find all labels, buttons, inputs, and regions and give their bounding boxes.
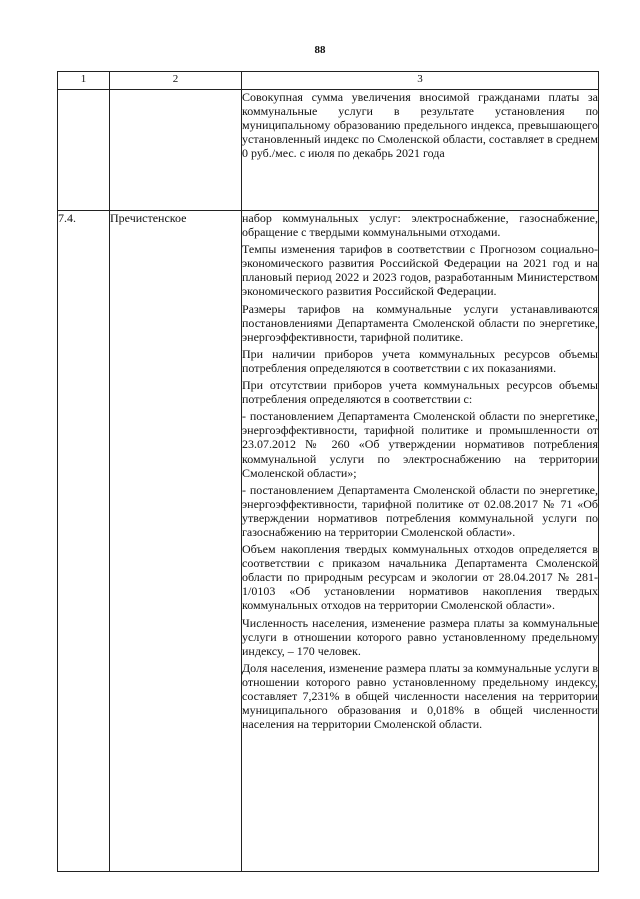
paragraph: - постановлением Департамента Смоленской области по энергетике, энергоэффективности, тарифной политике от 02.08.2017 № 71 «Об утверждении нормативов потребления коммунальной услуги по газоснабжению на территории Смоленской области». — [242, 482, 598, 539]
paragraph: Численность населения, изменение размера платы за коммунальные услуги в отношении которого равно установленному предельному индексу, – 170 человек. — [242, 615, 598, 658]
paragraph: При отсутствии приборов учета коммунальных ресурсов объемы потребления определяются в соответствии с: — [242, 378, 598, 407]
document-table — [57, 71, 599, 872]
row-number-cell: 7.4. — [58, 211, 110, 872]
page-number: 88 — [314, 44, 326, 56]
paragraph: набор коммунальных услуг: электроснабжение, газоснабжение, обращение с твердыми коммунальными отходами. — [242, 211, 598, 240]
municipality-name-cell: Пречистенское — [110, 211, 242, 872]
paragraph: - постановлением Департамента Смоленской области по энергетике, энергоэффективности, тарифной политике и промышленности от 23.07.2012 № 260 «Об утверждении нормативов потребления коммунальной услуги по электроснабжению на территории Смоленской области»; — [242, 409, 598, 480]
paragraph: Размеры тарифов на коммунальные услуги устанавливаются постановлениями Департамента Смоленской области по энергетике, энергоэффективности, тарифной политике. — [242, 301, 598, 344]
row-number-cell — [58, 90, 110, 211]
table-header-row — [58, 72, 599, 90]
column-header-2: 2 — [110, 72, 242, 90]
column-header-1: 1 — [58, 72, 110, 90]
paragraph: Совокупная сумма увеличения вносимой гражданами платы за коммунальные услуги в результате установления по муниципальному образованию предельного индекса, превышающего установленный индекс по Смоленской области, составляет в среднем 0 руб./мес. с июля по декабрь 2021 года — [242, 90, 598, 161]
table-row-7-4 — [58, 211, 599, 872]
column-header-3: 3 — [242, 72, 599, 90]
table-row-continuation — [58, 90, 599, 211]
paragraph: Темпы изменения тарифов в соответствии с Прогнозом социально-экономического развития Российской Федерации на 2021 год и на плановый период 2022 и 2023 годов, разработанным Министерством экономического развития Российской Федерации. — [242, 242, 598, 299]
paragraph: Объем накопления твердых коммунальных отходов определяется в соответствии с приказом начальника Департамента Смоленской области по природным ресурсам и экологии от 28.04.2017 № 281-1/0103 «Об установлении нормативов накопления твердых коммунальных отходов на территории Смоленской области». — [242, 542, 598, 613]
description-cell — [242, 211, 599, 872]
paragraph: При наличии приборов учета коммунальных ресурсов объемы потребления определяются в соответствии с их показаниями. — [242, 346, 598, 375]
paragraph: Доля населения, изменение размера платы за коммунальные услуги в отношении которого равно установленному предельному индексу, составляет 7,231% в общей численности населения на территории муниципального образования и 0,018% в общей численности населения на территории Смоленской области. — [242, 660, 598, 732]
municipality-name-cell — [110, 90, 242, 211]
description-cell — [242, 90, 599, 211]
